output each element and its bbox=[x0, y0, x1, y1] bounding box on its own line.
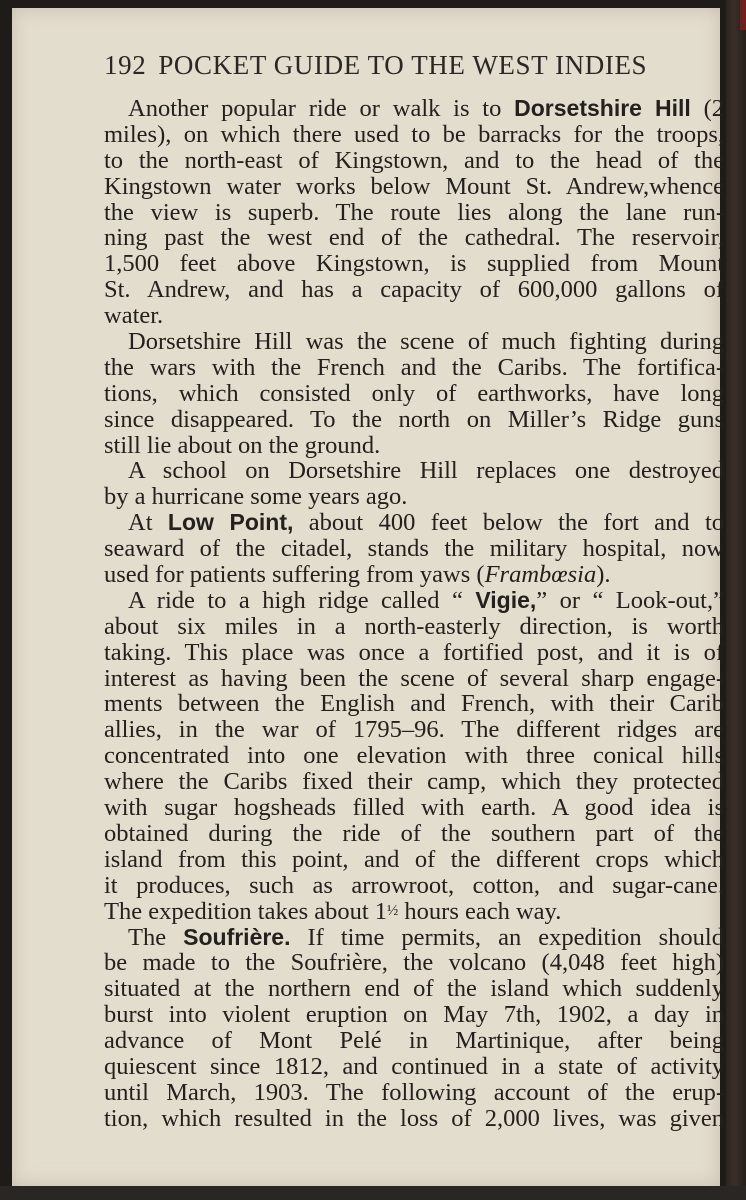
text-line: St. Andrew, and has a capacity of 600,000 gallons of bbox=[104, 276, 724, 304]
text-line: Kingstown water works below Mount St. Andrew,whence bbox=[104, 172, 724, 200]
text-line: tions, which consisted only of earthworks, have long bbox=[104, 379, 724, 407]
text-line: miles), on which there used to be barracks for the troops, bbox=[104, 120, 724, 148]
text-line: taking. This place was once a fortified post, and it is of bbox=[104, 638, 724, 666]
book-spine-edge bbox=[726, 0, 746, 1200]
text-line: tion, which resulted in the loss of 2,000 lives, was given bbox=[104, 1104, 724, 1132]
text-line: obtained during the ride of the southern part of the bbox=[104, 819, 724, 847]
text-line: it produces, such as arrowroot, cotton, and sugar-cane. bbox=[104, 871, 724, 899]
text-line: used for patients suffering from yaws (Frambœsia). bbox=[104, 561, 611, 589]
text-line: burst into violent eruption on May 7th, 1902, a day in bbox=[104, 1001, 724, 1029]
text-line: the view is superb. The route lies along the lane run- bbox=[104, 198, 724, 226]
text-line: water. bbox=[104, 302, 164, 330]
text-line: since disappeared. To the north on Miller’s Ridge guns bbox=[104, 405, 724, 433]
text-line: A school on Dorsetshire Hill replaces one destroyed bbox=[128, 457, 724, 485]
fraction: ½ bbox=[387, 902, 399, 919]
body-text bbox=[104, 96, 724, 1132]
text-line: A ride to a high ridge called “ Vigie,” or “ Look-out,” bbox=[128, 586, 724, 614]
text-line: still lie about on the ground. bbox=[104, 431, 381, 459]
text-line: 1,500 feet above Kingstown, is supplied from Mount bbox=[104, 250, 724, 278]
page-number: 192 bbox=[104, 50, 147, 80]
text-line: be made to the Soufrière, the volcano (4,048 feet high) bbox=[104, 949, 724, 977]
text-line: the wars with the French and the Caribs. The fortifica- bbox=[104, 353, 724, 381]
text-line: The Soufrière. If time permits, an expedition should bbox=[128, 923, 724, 951]
text-line: seaward of the citadel, stands the military hospital, now bbox=[104, 535, 724, 563]
book-page bbox=[12, 8, 725, 1186]
bold-term: Soufrière. bbox=[183, 923, 291, 950]
text-line: by a hurricane some years ago. bbox=[104, 483, 408, 511]
text-line: The expedition takes about 1½ hours each way. bbox=[104, 897, 562, 925]
text-line: Dorsetshire Hill was the scene of much fighting during bbox=[128, 328, 724, 356]
spine-ribbon bbox=[740, 0, 746, 30]
text-line: concentrated into one elevation with three conical hills bbox=[104, 742, 724, 770]
text-line: allies, in the war of 1795–96. The different ridges are bbox=[104, 716, 724, 744]
page-bottom-edge bbox=[0, 1186, 746, 1200]
text-line: until March, 1903. The following account of the erup- bbox=[104, 1078, 724, 1106]
text-line: Another popular ride or walk is to Dorsetshire Hill (2 bbox=[128, 95, 724, 122]
text-line: situated at the northern end of the island which suddenly bbox=[104, 975, 724, 1003]
bold-term: Low Point, bbox=[167, 509, 294, 536]
running-title: POCKET GUIDE TO THE WEST INDIES bbox=[158, 50, 648, 80]
text-line: ning past the west end of the cathedral. The reservoir, bbox=[104, 224, 724, 252]
running-header bbox=[104, 50, 724, 81]
text-line: quiescent since 1812, and continued in a state of activity bbox=[104, 1052, 724, 1080]
text-line: with sugar hogsheads filled with earth. A good idea is bbox=[104, 794, 724, 822]
text-line: to the north-east of Kingstown, and to the head of the bbox=[104, 146, 724, 174]
text-line: island from this point, and of the different crops which bbox=[104, 845, 724, 873]
text-line: advance of Mont Pelé in Martinique, after being bbox=[104, 1027, 724, 1055]
bold-term: Vigie, bbox=[475, 586, 537, 613]
text-line: about six miles in a north-easterly direction, is worth bbox=[104, 612, 724, 640]
text-line: interest as having been the scene of several sharp engage- bbox=[104, 664, 724, 692]
text-line: where the Caribs fixed their camp, which they protected bbox=[104, 768, 724, 796]
text-line: ments between the English and French, with their Carib bbox=[104, 690, 724, 718]
italic-term: Frambœsia bbox=[484, 561, 597, 589]
bold-term: Dorsetshire Hill bbox=[514, 95, 691, 121]
text-line: At Low Point, about 400 feet below the fort and to bbox=[128, 509, 725, 537]
